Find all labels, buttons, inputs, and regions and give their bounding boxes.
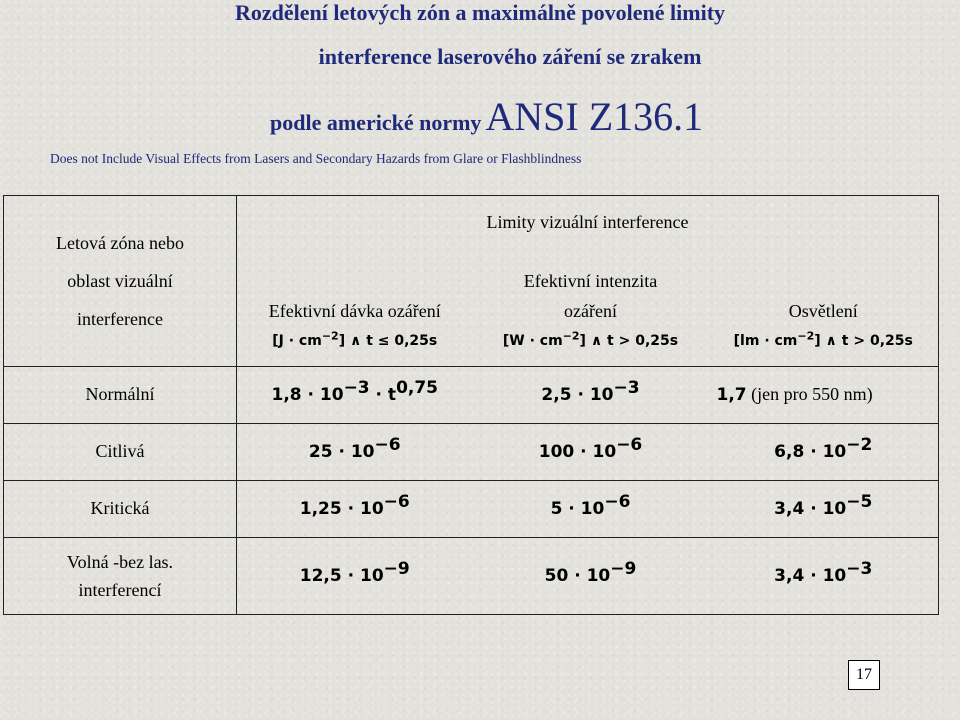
intensity-value: 5 · 10 (550, 499, 605, 519)
intensity-unit-text: [W · cm (502, 332, 563, 349)
intensity-cell (473, 366, 709, 423)
dose-cell (237, 480, 473, 537)
intensity-exp: −6 (604, 492, 631, 512)
dose-cell (237, 537, 473, 614)
dose-unit-exp: −2 (321, 328, 339, 342)
zone-cell: Citlivá (4, 423, 237, 480)
dose-unit-tail: ] ∧ t ≤ 0,25s (338, 332, 438, 349)
dose-value: 1,25 · 10 (299, 499, 384, 519)
dose-unit-text: [J · cm (272, 332, 322, 349)
illuminance-header-label: Osvětlení (788, 300, 858, 321)
intensity-value: 100 · 10 (538, 442, 617, 462)
illuminance-value: 1,7 (716, 385, 747, 405)
intensity-cell (473, 480, 709, 537)
dose-value: 1,8 · 10 (271, 385, 344, 405)
disclaimer-note: Does not Include Visual Effects from Lasers and Secondary Hazards from Glare or Flashblindness (50, 151, 582, 166)
title-line-1: Rozdělení letových zón a maximálně povolené limity (234, 0, 726, 25)
dose-exp: −9 (383, 559, 410, 579)
zone-column-header (4, 196, 237, 367)
dose-exp: −6 (383, 492, 410, 512)
illuminance-cell (709, 423, 939, 480)
intensity-column-header (473, 252, 709, 367)
intensity-unit-tail: ] ∧ t > 0,25s (579, 332, 679, 349)
dose-unit (237, 326, 473, 356)
dose-exp: −3 (343, 378, 370, 398)
table-row (4, 423, 939, 480)
illuminance-unit-text: [lm · cm (733, 332, 798, 349)
illuminance-cell (709, 366, 939, 423)
intensity-cell (473, 423, 709, 480)
illuminance-note: (jen pro 550 nm) (751, 384, 873, 404)
illuminance-unit-tail: ] ∧ t > 0,25s (814, 332, 913, 349)
illuminance-exp: −5 (846, 492, 873, 512)
intensity-header-label: Efektivní intenzita (523, 270, 658, 291)
table-row (4, 537, 939, 614)
dose-cell (237, 423, 473, 480)
dose-value: 12,5 · 10 (299, 566, 384, 586)
title-line-3-text: podle americké normy (270, 110, 482, 135)
intensity-exp: −6 (616, 435, 643, 455)
title-line-2: interference laserového záření se zrakem (318, 44, 702, 69)
dose-value: 25 · 10 (308, 442, 375, 462)
page-number: 17 (848, 660, 880, 690)
zone-cell: Normální (4, 366, 237, 423)
limits-table (3, 195, 939, 615)
limits-group-header: Limity vizuální interference (237, 196, 939, 252)
illuminance-value: 3,4 · 10 (774, 499, 847, 519)
illuminance-column-header (709, 252, 939, 367)
intensity-unit-exp: −2 (562, 328, 580, 342)
illuminance-value: 6,8 · 10 (774, 442, 847, 462)
illuminance-unit-exp: −2 (797, 328, 815, 342)
intensity-unit (473, 326, 709, 356)
title-line-3 (270, 95, 703, 139)
illuminance-exp: −3 (846, 559, 873, 579)
illuminance-value: 3,4 · 10 (774, 566, 847, 586)
table-row (4, 480, 939, 537)
illuminance-cell (709, 537, 939, 614)
intensity-exp: −9 (610, 559, 637, 579)
zone-header-line: oblast vizuální (67, 270, 173, 291)
zone-cell: Kritická (4, 480, 237, 537)
zone-line: interferencí (78, 579, 162, 600)
standard-name: ANSI Z136.1 (485, 94, 704, 139)
illuminance-exp: −2 (846, 435, 873, 455)
illuminance-unit (709, 326, 939, 356)
dose-column-header (237, 252, 473, 367)
intensity-exp: −3 (613, 378, 640, 398)
zone-cell (4, 537, 237, 614)
illuminance-cell (709, 480, 939, 537)
dose-cell (237, 366, 473, 423)
intensity-header-label-2: ozáření (564, 300, 617, 321)
intensity-value: 2,5 · 10 (541, 385, 614, 405)
dose-tail: · t (369, 385, 397, 405)
zone-header-line: interference (77, 308, 163, 329)
dose-exp: −6 (374, 435, 401, 455)
intensity-value: 50 · 10 (544, 566, 611, 586)
zone-line: Volná -bez las. (66, 551, 174, 572)
dose-tail-exp: 0,75 (396, 378, 439, 398)
zone-header-line: Letová zóna nebo (56, 232, 184, 253)
intensity-cell (473, 537, 709, 614)
table-row (4, 366, 939, 423)
dose-header-label: Efektivní dávka ozáření (268, 300, 441, 321)
